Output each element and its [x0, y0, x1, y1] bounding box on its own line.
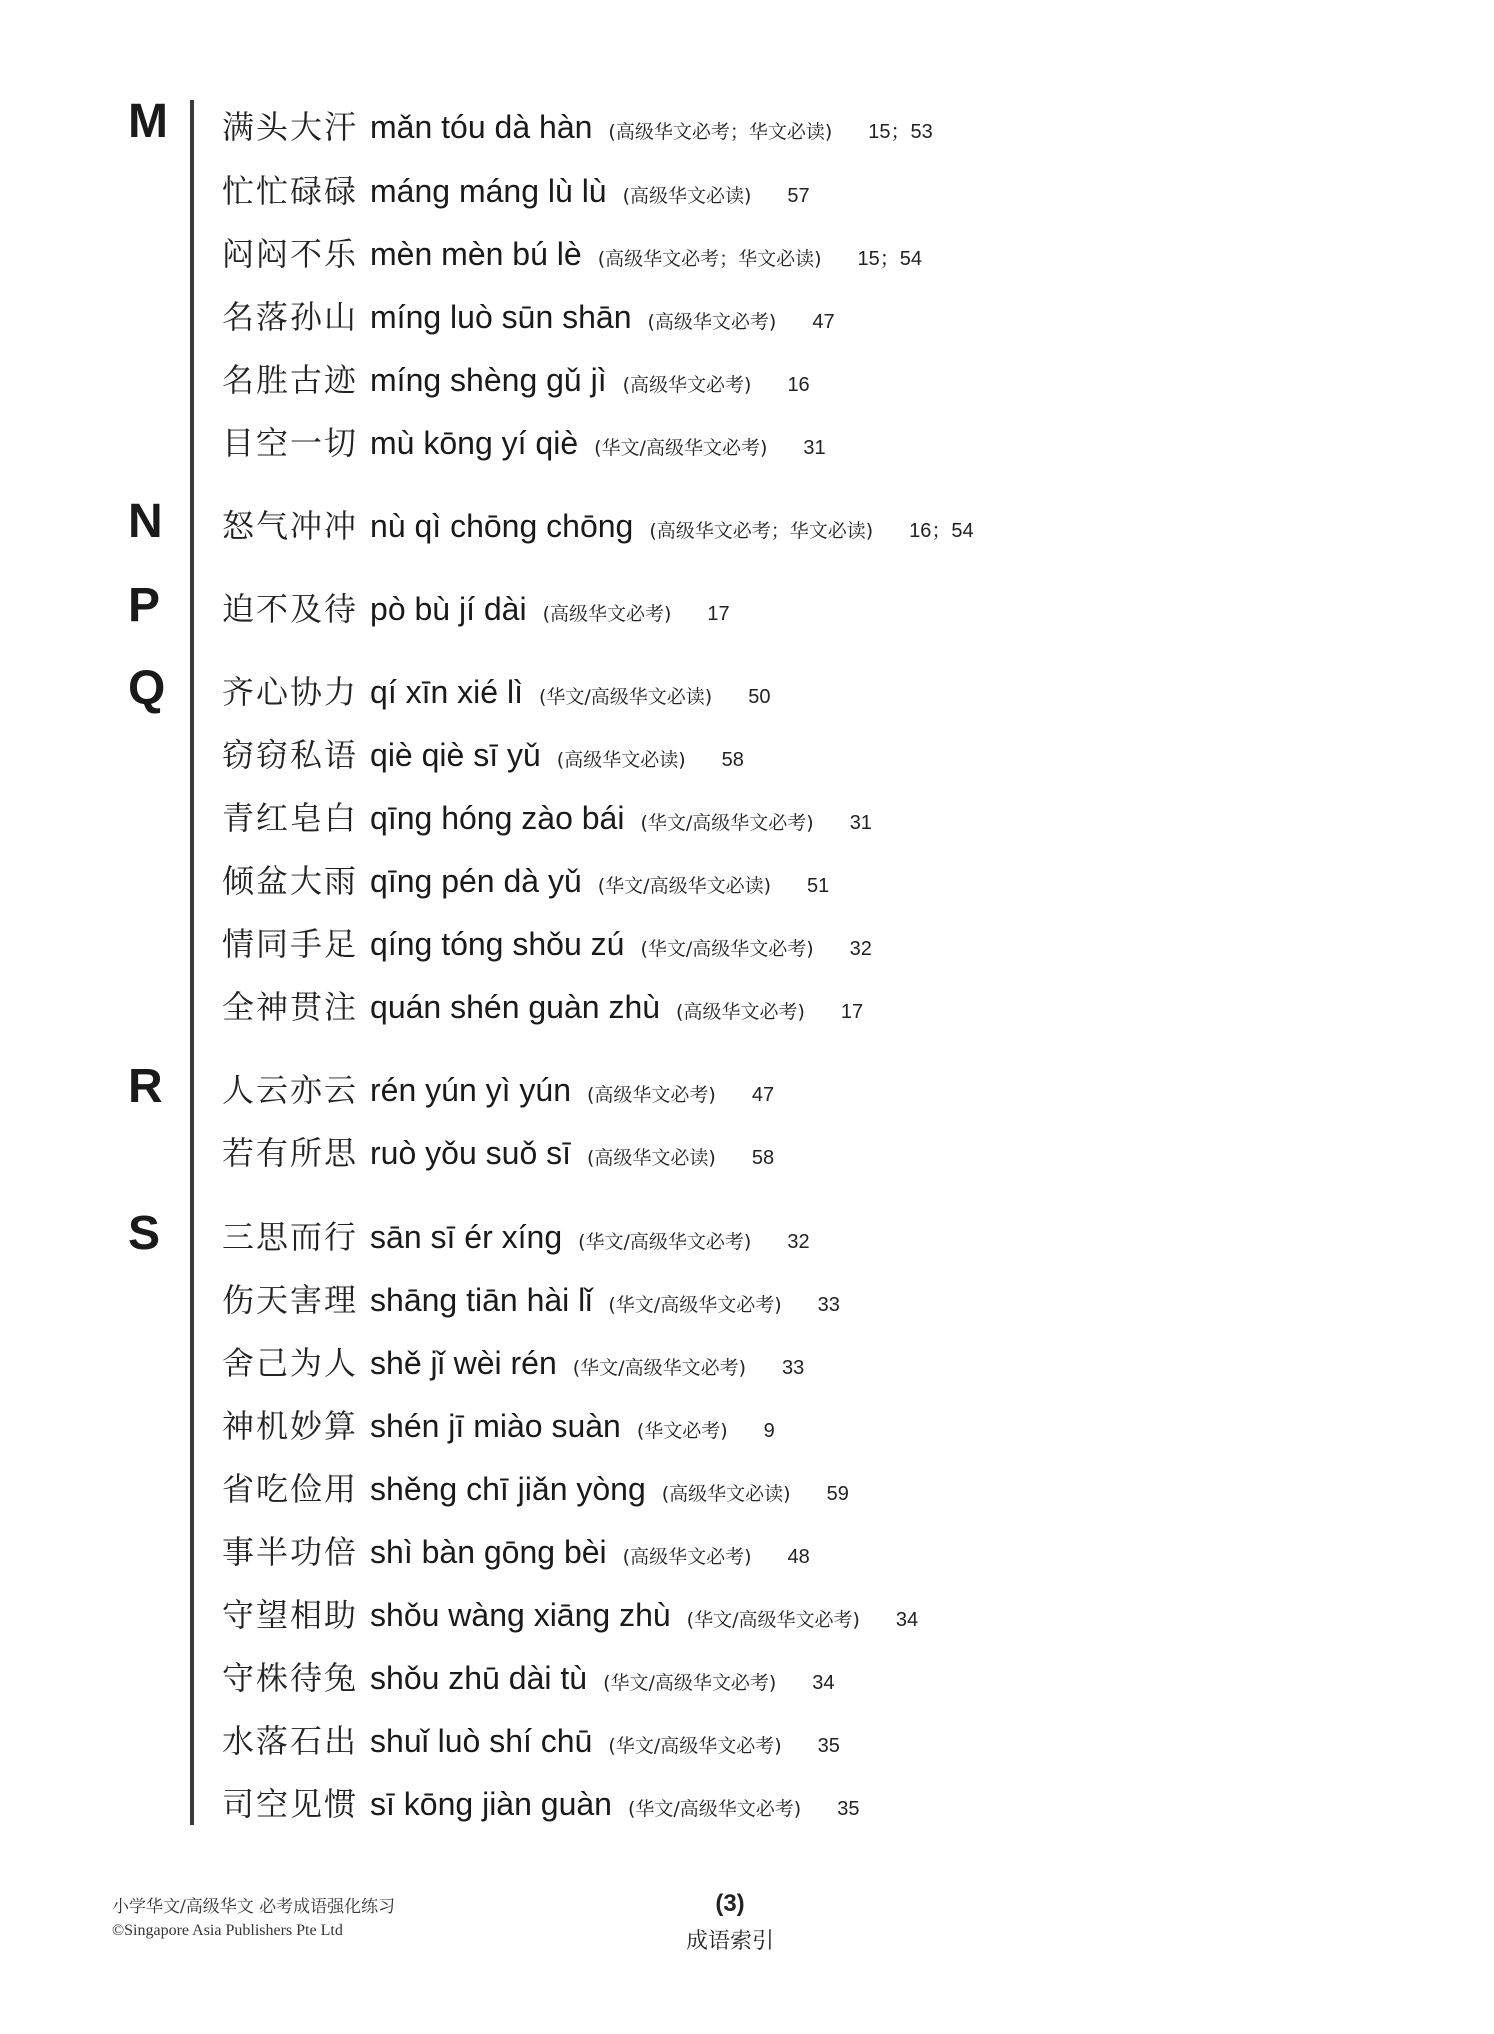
section-letter-n: N [128, 495, 163, 548]
idiom-entry [222, 1716, 840, 1766]
idiom-tag: (华文/高级华文必读) [597, 875, 771, 897]
idiom-entry [222, 1464, 849, 1514]
idiom-tag: (华文/高级华文必考) [640, 812, 814, 834]
idiom-entry [222, 166, 810, 216]
idiom-pinyin: sī kōng jiàn guàn [370, 1786, 612, 1822]
idiom-hanzi: 舍己为人 [222, 1344, 359, 1382]
section-letter-r: R [128, 1060, 163, 1113]
idiom-tag: (高级华文必读) [556, 749, 686, 771]
idiom-pinyin: shěng chī jiǎn yòng [370, 1471, 646, 1507]
idiom-pinyin: shén jī miào suàn [370, 1408, 621, 1444]
idiom-pinyin: máng máng lù lù [370, 173, 607, 209]
idiom-tag: (高级华文必考) [587, 1084, 716, 1106]
idiom-page-ref: 50 [748, 686, 771, 708]
idiom-page-ref: 16 [787, 374, 810, 396]
idiom-tag: (华文/高级华文必考) [594, 437, 768, 459]
idiom-entry [222, 1779, 859, 1829]
idiom-hanzi: 水落石出 [222, 1722, 359, 1760]
idiom-entry [222, 1338, 804, 1388]
idiom-hanzi: 青红皂白 [222, 799, 359, 837]
idiom-tag: (华文/高级华文必考) [686, 1609, 860, 1631]
idiom-hanzi: 迫不及待 [222, 590, 359, 628]
idiom-entry [222, 1065, 774, 1115]
idiom-hanzi: 情同手足 [222, 925, 359, 963]
idiom-entry [222, 292, 835, 342]
idiom-tag: (华文/高级华文必考) [572, 1357, 746, 1379]
idiom-pinyin: mǎn tóu dà hàn [370, 109, 593, 145]
idiom-tag: (高级华文必读) [622, 185, 752, 207]
idiom-page-ref: 58 [751, 1147, 775, 1169]
idiom-entry [222, 355, 810, 405]
idiom-page-ref: 58 [721, 749, 744, 771]
footer-copyright: ©Singapore Asia Publishers Pte Ltd [112, 1922, 343, 1939]
idiom-pinyin: ruò yǒu suǒ sī [370, 1135, 572, 1171]
idiom-hanzi: 人云亦云 [222, 1071, 359, 1109]
idiom-tag: (高级华文必考；华文必读) [608, 121, 833, 143]
idiom-tag: (华文/高级华文必考) [578, 1231, 752, 1253]
idiom-pinyin: shě jǐ wèi rén [370, 1345, 557, 1381]
idiom-page-ref: 9 [763, 1420, 775, 1442]
idiom-entry [222, 667, 770, 717]
idiom-pinyin: mù kōng yí qiè [370, 425, 579, 461]
idiom-pinyin: rén yún yì yún [370, 1072, 572, 1108]
idiom-page-ref: 48 [787, 1546, 810, 1568]
idiom-hanzi: 伤天害理 [222, 1281, 359, 1319]
idiom-tag: (华文/高级华文必考) [640, 938, 814, 960]
idiom-hanzi: 窃窃私语 [222, 736, 359, 774]
idiom-pinyin: sān sī ér xíng [370, 1219, 563, 1255]
idiom-page-ref: 31 [849, 812, 872, 834]
idiom-entry [222, 730, 744, 780]
idiom-tag: (高级华文必读) [587, 1147, 716, 1169]
idiom-hanzi: 三思而行 [222, 1218, 359, 1256]
idiom-tag: (高级华文必考) [676, 1001, 805, 1023]
idiom-hanzi: 闷闷不乐 [222, 235, 359, 273]
idiom-hanzi: 齐心协力 [222, 673, 359, 711]
idiom-entry [222, 1527, 810, 1577]
section-letter-p: P [128, 579, 161, 632]
idiom-tag: (华文/高级华文必考) [608, 1735, 782, 1757]
idiom-pinyin: qí xīn xié lì [370, 674, 523, 710]
idiom-hanzi: 全神贯注 [222, 988, 359, 1026]
idiom-page-ref: 31 [803, 437, 826, 459]
idiom-pinyin: qīng pén dà yǔ [370, 863, 582, 899]
idiom-entry [222, 1401, 775, 1451]
idiom-page-ref: 17 [840, 1001, 864, 1023]
idiom-entry [222, 418, 826, 468]
footer-page-number: (3) [715, 1890, 745, 1917]
idiom-page-ref: 47 [812, 311, 835, 333]
idiom-pinyin: quán shén guàn zhù [370, 989, 661, 1025]
idiom-hanzi: 目空一切 [222, 424, 359, 462]
idiom-page-ref: 33 [817, 1294, 840, 1316]
idiom-pinyin: qīng hóng zào bái [370, 800, 625, 836]
idiom-page-ref: 17 [707, 603, 730, 625]
idiom-entry [222, 584, 730, 634]
idiom-hanzi: 省吃俭用 [222, 1470, 359, 1508]
idiom-entry [222, 982, 863, 1032]
idiom-page-ref: 15；53 [868, 121, 933, 143]
idiom-page-ref: 33 [782, 1357, 805, 1379]
idiom-tag: (高级华文必考) [542, 603, 672, 625]
idiom-hanzi: 满头大汗 [222, 108, 359, 146]
idiom-hanzi: 事半功倍 [222, 1533, 359, 1571]
idiom-entry [222, 856, 829, 906]
idiom-entry [222, 1275, 840, 1325]
section-letter-q: Q [128, 662, 166, 715]
idiom-page-ref: 59 [826, 1483, 849, 1505]
idiom-pinyin: pò bù jí dài [370, 591, 527, 627]
idiom-page-ref: 34 [812, 1672, 835, 1694]
idiom-pinyin: shāng tiān hài lǐ [370, 1282, 593, 1318]
idiom-tag: (高级华文必考) [622, 374, 752, 396]
idiom-page-ref: 32 [849, 938, 872, 960]
section-letter-s: S [128, 1207, 161, 1260]
idiom-hanzi: 名胜古迹 [222, 361, 359, 399]
idiom-page-ref: 34 [895, 1609, 919, 1631]
idiom-hanzi: 怒气冲冲 [222, 507, 359, 545]
idiom-entry [222, 1128, 774, 1178]
idiom-pinyin: shì bàn gōng bèi [370, 1534, 607, 1570]
idiom-page-ref: 15；54 [857, 248, 923, 270]
idiom-hanzi: 倾盆大雨 [222, 862, 359, 900]
idiom-hanzi: 若有所思 [222, 1134, 359, 1172]
idiom-entry [222, 501, 974, 551]
idiom-page-ref: 51 [806, 875, 830, 897]
idiom-pinyin: mèn mèn bú lè [370, 236, 582, 272]
idiom-pinyin: qíng tóng shǒu zú [370, 926, 625, 962]
idiom-tag: (高级华文必考) [622, 1546, 752, 1568]
idiom-hanzi: 名落孙山 [222, 298, 359, 336]
idiom-entry [222, 919, 872, 969]
idiom-entry [222, 1653, 835, 1703]
idiom-pinyin: nù qì chōng chōng [370, 508, 634, 544]
idiom-entry [222, 1212, 810, 1262]
idiom-tag: (华文/高级华文必读) [538, 686, 713, 708]
idiom-hanzi: 守望相助 [222, 1596, 359, 1634]
idiom-page-ref: 32 [787, 1231, 810, 1253]
footer-section-title: 成语索引 [685, 1929, 774, 1954]
idiom-tag: (高级华文必考) [647, 311, 777, 333]
idiom-tag: (高级华文必考；华文必读) [649, 520, 874, 542]
idiom-pinyin: míng shèng gǔ jì [370, 362, 607, 398]
idiom-entry [222, 1590, 918, 1640]
idiom-tag: (高级华文必考；华文必读) [597, 248, 822, 270]
idiom-page-ref: 47 [751, 1084, 775, 1106]
idiom-page-ref: 57 [787, 185, 810, 207]
idiom-hanzi: 守株待兔 [222, 1659, 359, 1697]
idiom-pinyin: qiè qiè sī yǔ [370, 737, 541, 773]
idiom-pinyin: míng luò sūn shān [370, 299, 632, 335]
idiom-tag: (高级华文必读) [661, 1483, 791, 1505]
section-letter-m: M [128, 95, 168, 148]
idiom-tag: (华文/高级华文必考) [608, 1294, 782, 1316]
idiom-pinyin: shǒu wàng xiāng zhù [370, 1597, 671, 1633]
idiom-hanzi: 神机妙算 [222, 1407, 359, 1445]
idiom-pinyin: shuǐ luò shí chū [370, 1723, 593, 1759]
idiom-page-ref: 35 [817, 1735, 840, 1757]
idiom-tag: (华文/高级华文必考) [603, 1672, 777, 1694]
idiom-hanzi: 忙忙碌碌 [222, 172, 359, 210]
section-divider-line [190, 100, 194, 1825]
footer-book-title: 小学华文/高级华文 必考成语强化练习 [112, 1897, 396, 1917]
idiom-page-ref: 35 [837, 1798, 860, 1820]
idiom-tag: (华文/高级华文必考) [627, 1798, 802, 1820]
idiom-page-ref: 16；54 [909, 520, 974, 542]
idiom-entry [222, 102, 933, 152]
idiom-entry [222, 229, 922, 279]
idiom-entry [222, 793, 872, 843]
idiom-tag: (华文必考) [636, 1420, 728, 1442]
idiom-pinyin: shǒu zhū dài tù [370, 1660, 588, 1696]
idiom-hanzi: 司空见惯 [222, 1785, 359, 1823]
